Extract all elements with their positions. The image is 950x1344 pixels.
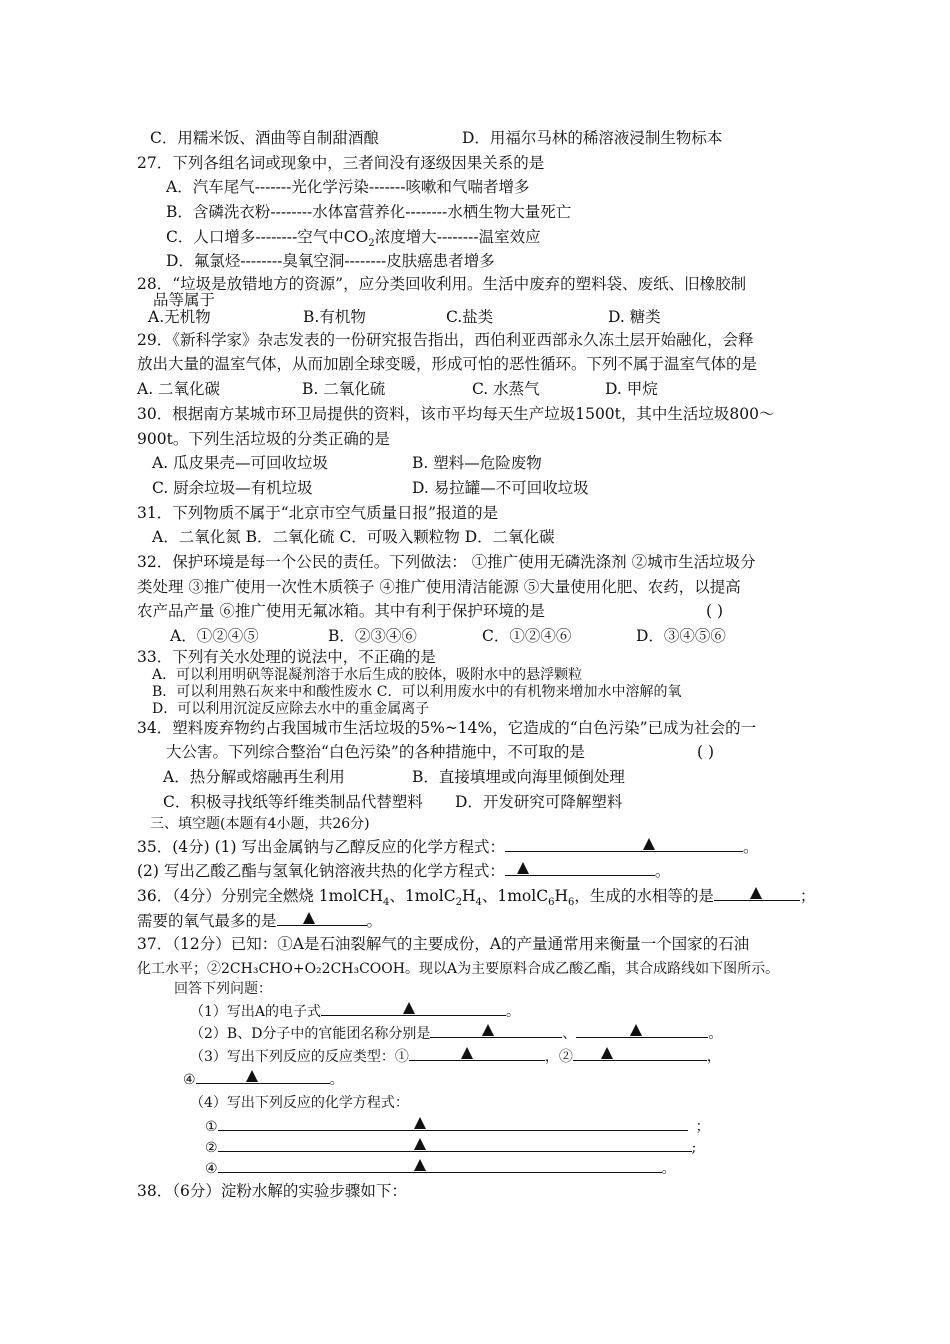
- q28-option-a: A.无机物: [148, 308, 211, 326]
- triangle-icon: [303, 912, 315, 924]
- q36-answer-blank[interactable]: [714, 885, 800, 901]
- q32-stem: 32．保护环境是每一个公民的责任。下列做法： ①推广使用无磷洗涤剂 ②城市生活垃圾分: [137, 553, 756, 571]
- q33-option-d: D．可以利用沉淀反应除去水中的重金属离子: [152, 701, 430, 717]
- q36-line2: [137, 910, 382, 931]
- q27-stem: 27．下列各组名词或现象中，三者间没有逐级因果关系的是: [137, 154, 545, 172]
- q37-stem-cont: 化工水平；②2CH₃CHO+O₂2CH₃COOH。现以A为主要原料合成乙酸乙酯，其合成路线如下图所示。: [137, 961, 780, 977]
- q37-4b-label: ②: [205, 1140, 218, 1156]
- q26-option-c: C．用糯米饭、酒曲等自制甜酒酿: [150, 129, 379, 147]
- q33-option-a: A．可以利用明矾等混凝剂溶于水后生成的胶体，吸附水中的悬浮颗粒: [152, 667, 583, 683]
- q28-stem-cont: 品等属于: [153, 291, 216, 309]
- q30-option-a: A. 瓜皮果壳—可回收垃圾: [152, 454, 329, 472]
- q35b-answer-blank[interactable]: [505, 860, 655, 876]
- q37-4a-end: ；: [695, 1119, 710, 1135]
- q37-3-answer-blank-4[interactable]: [196, 1068, 330, 1084]
- q27-option-b: B．含磷洗衣粉--------水体富营养化--------水栖生物大量死亡: [166, 203, 572, 221]
- q26-option-d: D．用福尔马林的稀溶液浸制生物标本: [462, 129, 723, 147]
- q35-answer-blank[interactable]: [505, 836, 743, 852]
- q29-option-d: D. 甲烷: [605, 380, 658, 398]
- q29-stem-cont: 放出大量的温室气体，从而加剧全球变暖，形成可怕的恶性循环。下列不属于温室气体的是: [137, 355, 758, 373]
- q36-sub: 6: [548, 897, 555, 909]
- q37-2-end: 。: [708, 1026, 723, 1042]
- q33-option-bc: B．可以利用熟石灰来中和酸性废水 C．可以利用废水中的有机物来增加水中溶解的氧: [152, 684, 682, 700]
- q34-stem-cont: 大公害。下列综合整治“白色污染”的各种措施中，不可取的是: [166, 743, 585, 761]
- triangle-icon: [414, 1159, 426, 1171]
- q36b-end: 。: [366, 912, 383, 930]
- q37-4b-end: ;: [691, 1140, 697, 1156]
- q34-option-c: C．积极寻找纸等纤维类制品代替塑料: [163, 793, 423, 811]
- q32-option-b: B．②③④⑥: [328, 627, 417, 645]
- q37-part3-cont: [183, 1068, 344, 1090]
- q27-option-a: A．汽车尾气-------光化学污染-------咳嗽和气喘者增多: [166, 178, 530, 196]
- q30-stem-cont: 900t。下列生活垃圾的分类正确的是: [137, 430, 390, 448]
- q37-stem: 37．（12分）已知：①A是石油裂解气的主要成份，A的产量通常用来衡量一个国家的石油: [137, 935, 750, 953]
- triangle-icon: [643, 838, 655, 850]
- q37-3b-end: 。: [329, 1072, 344, 1088]
- q37-3-sep: ，②: [544, 1049, 573, 1065]
- q30-option-d: D. 易拉罐—不可回收垃圾: [412, 479, 589, 497]
- q34-answer-paren: ( ): [697, 743, 715, 761]
- q36-text: 、1molC: [389, 887, 456, 905]
- q37-part3: [190, 1045, 721, 1067]
- q36-sub: 4: [475, 897, 482, 909]
- q36b-text: 需要的氧气最多的是: [137, 912, 277, 930]
- q27c-text-end: 浓度增大--------温室效应: [374, 228, 541, 246]
- q28-stem: 28．“垃圾是放错地方的资源”，应分类回收利用。生活中废弃的塑料袋、废纸、旧橡胶制: [137, 275, 747, 293]
- q29-option-b: B. 二氧化硫: [302, 380, 386, 398]
- q31-stem: 31．下列物质不属于“北京市空气质量日报”报道的是: [137, 504, 499, 522]
- q32-option-a: A．①②④⑤: [170, 627, 259, 645]
- q37-part4: （4）写出下列反应的化学方程式：: [190, 1095, 409, 1111]
- q37-part2: [190, 1022, 722, 1044]
- q37-2-sep: 、: [562, 1026, 577, 1042]
- q37-3-text: （3）写出下列反应的反应类型：①: [190, 1049, 409, 1065]
- q35b-end: 。: [654, 862, 671, 880]
- q34-option-d: D．开发研究可降解塑料: [455, 793, 623, 811]
- q37-1-answer-blank[interactable]: [321, 1000, 506, 1016]
- q37-3-answer-blank-1[interactable]: [409, 1045, 545, 1061]
- q37-4-eq4: [205, 1157, 676, 1179]
- q37-4c-answer-blank[interactable]: [218, 1157, 662, 1173]
- q28-option-d: D. 糖类: [608, 308, 661, 326]
- q37-2-answer-blank-b[interactable]: [430, 1022, 562, 1038]
- q30-option-b: B. 塑料—危险废物: [412, 454, 542, 472]
- q34-option-b: B．直接填埋或向海里倾倒处理: [412, 768, 625, 786]
- q32-option-c: C．①②④⑥: [482, 627, 572, 645]
- q29-option-a: A. 二氧化碳: [137, 380, 221, 398]
- q35-part2: [137, 860, 670, 881]
- q32-option-d: D．③④⑤⑥: [636, 627, 726, 645]
- q37-prompt: 回答下列问题：: [174, 981, 272, 997]
- q36-sub: 6: [568, 897, 575, 909]
- q37-4b-answer-blank[interactable]: [218, 1136, 692, 1152]
- q27c-subscript: 2: [368, 238, 375, 250]
- q36-text: 、1molC: [481, 887, 549, 905]
- q37-4c-label: ④: [205, 1161, 218, 1177]
- triangle-icon: [601, 1047, 613, 1059]
- q32-stem-cont: 类处理 ③推广使用一次性木质筷子 ④推广使用清洁能源 ⑤大量使用化肥、农药，以提高: [137, 578, 741, 596]
- q29-stem: 29．《新科学家》杂志发表的一份研究报告指出，西伯利亚西部永久冻土层开始融化，会释: [137, 331, 754, 349]
- triangle-icon: [414, 1138, 426, 1150]
- q37-4-eq1: [205, 1115, 710, 1137]
- q37-2-answer-blank-d[interactable]: [576, 1022, 708, 1038]
- q31-options: A．二氧化氮 B．二氧化硫 C．可吸入颗粒物 D．二氧化碳: [152, 528, 555, 546]
- q37-3b-label: ④: [183, 1072, 196, 1088]
- triangle-icon: [630, 1024, 642, 1036]
- q37-3-end: ，: [706, 1049, 721, 1065]
- q35b-text: (2) 写出乙酸乙酯与氢氧化钠溶液共热的化学方程式：: [137, 862, 505, 880]
- q36-text: 36．（4分）分别完全燃烧 1molCH: [137, 887, 383, 905]
- q37-3-answer-blank-2[interactable]: [573, 1045, 707, 1061]
- q35-part1: [137, 836, 759, 857]
- q36-line1: [137, 885, 815, 913]
- q33-stem: 33．下列有关水处理的说法中，不正确的是: [137, 648, 436, 666]
- q30-option-c: C. 厨余垃圾—有机垃圾: [152, 479, 313, 497]
- q29-option-c: C. 水蒸气: [472, 380, 540, 398]
- q37-1-text: （1）写出A的电子式: [190, 1004, 322, 1020]
- q27c-text: C．人口增多--------空气中CO: [166, 228, 369, 246]
- q34-stem: 34．塑料废弃物约占我国城市生活垃圾的5%~14%，它造成的“白色污染”已成为社会的一: [137, 719, 757, 737]
- q37-part1: [190, 1000, 520, 1022]
- q37-4c-end: 。: [661, 1161, 676, 1177]
- q28-option-c: C.盐类: [446, 308, 494, 326]
- q28-option-b: B.有机物: [303, 308, 366, 326]
- q38-stem: 38．（6分）淀粉水解的实验步骤如下：: [137, 1182, 407, 1200]
- q37-1-end: 。: [506, 1004, 521, 1020]
- q36-text: H: [554, 887, 568, 905]
- q37-2-text: （2）B、D分子中的官能团名称分别是: [190, 1026, 431, 1042]
- triangle-icon: [403, 1002, 415, 1014]
- section-3-heading: 三、填空题(本题有4小题，共26分): [150, 816, 370, 832]
- q37-4a-label: ①: [205, 1119, 218, 1135]
- q36-text: H: [461, 887, 476, 905]
- q36-sub: 2: [455, 897, 462, 909]
- triangle-icon: [246, 1070, 258, 1082]
- q30-stem: 30．根据南方某城市环卫局提供的资料，该市平均每天生产垃圾1500t，其中生活垃圾800～: [137, 405, 775, 423]
- q32-answer-paren: ( ): [706, 602, 724, 620]
- q35-text: 35．(4分) (1) 写出金属钠与乙醇反应的化学方程式：: [137, 838, 505, 856]
- q37-4-eq2: [205, 1136, 696, 1158]
- triangle-icon: [750, 887, 762, 899]
- q37-4a-answer-blank[interactable]: [218, 1115, 688, 1131]
- q36b-answer-blank[interactable]: [277, 910, 367, 926]
- triangle-icon: [414, 1117, 426, 1129]
- q34-option-a: A．热分解或熔融再生利用: [163, 768, 345, 786]
- q36-text: ，生成的水相等的是: [574, 887, 714, 905]
- triangle-icon: [517, 862, 529, 874]
- q27-option-d: D．氟氯烃--------臭氧空洞--------皮肤癌患者增多: [166, 252, 495, 270]
- q36-sub: 4: [383, 897, 390, 909]
- q32-stem-cont2: 农产品产量 ⑥推广使用无氟冰箱。其中有利于保护环境的是: [137, 602, 545, 620]
- q36-end: ；: [799, 887, 816, 905]
- q35-end: 。: [743, 838, 759, 856]
- triangle-icon: [482, 1024, 494, 1036]
- triangle-icon: [461, 1047, 473, 1059]
